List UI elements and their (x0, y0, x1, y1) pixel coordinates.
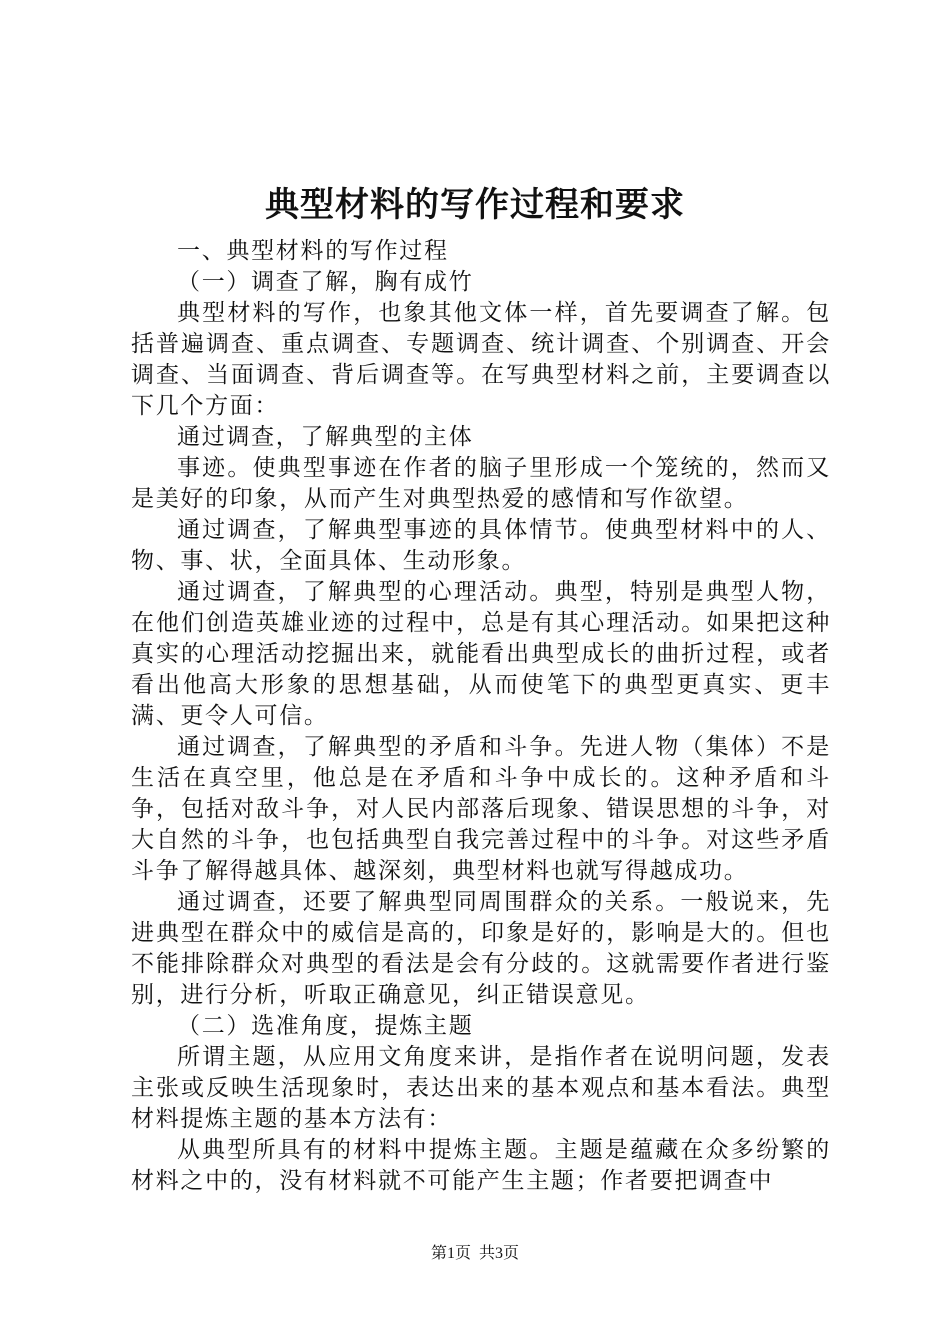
page-footer (0, 1243, 950, 1265)
document-body (131, 236, 831, 1197)
paragraph: 所谓主题，从应用文角度来讲，是指作者在说明问题，发表主张或反映生活现象时，表达出来的基本观点和基本看法。典型材料提炼主题的基本方法有： (131, 1044, 831, 1132)
subsection-heading: （一）调查了解，胸有成竹 (177, 269, 474, 295)
paragraph: 典型材料的写作，也象其他文体一样，首先要调查了解。包括普遍调查、重点调查、专题调查、统计调查、个别调查、开会调查、当面调查、背后调查等。在写典型材料之前，主要调查以下几个方面： (131, 300, 831, 419)
paragraph: 通过调查，还要了解典型同周围群众的关系。一般说来，先进典型在群众中的威信是高的，印象是好的，影响是大的。但也不能排除群众对典型的看法是会有分歧的。这就需要作者进行鉴别，进行分析，听取正确意见，纠正错误意见。 (131, 889, 831, 1008)
paragraph: 通过调查，了解典型的矛盾和斗争。先进人物（集体）不是生活在真空里，他总是在矛盾和斗争中成长的。这种矛盾和斗争，包括对敌斗争，对人民内部落后现象、错误思想的斗争，对大自然的斗争，也包括典型自我完善过程中的斗争。对这些矛盾斗争了解得越具体、越深刻，典型材料也就写得越成功。 (131, 734, 831, 884)
page-total: 共3页 (479, 1245, 520, 1262)
paragraph: 从典型所具有的材料中提炼主题。主题是蕴藏在众多纷繁的材料之中的，没有材料就不可能产生主题；作者要把调查中 (131, 1137, 831, 1194)
section-heading: 一、典型材料的写作过程 (177, 238, 449, 264)
paragraph: 通过调查，了解典型事迹的具体情节。使典型材料中的人、物、事、状，全面具体、生动形象。 (131, 517, 831, 574)
page-number: 第1页 (430, 1245, 471, 1262)
paragraph: 事迹。使典型事迹在作者的脑子里形成一个笼统的，然而又是美好的印象，从而产生对典型热爱的感情和写作欲望。 (131, 455, 831, 512)
paragraph: 通过调查，了解典型的心理活动。典型，特别是典型人物，在他们创造英雄业迹的过程中，总是有其心理活动。如果把这种真实的心理活动挖掘出来，就能看出典型成长的曲折过程，或者看出他高大形象的思想基础，从而使笔下的典型更真实、更丰满、更令人可信。 (131, 579, 831, 729)
paragraph: 通过调查，了解典型的主体 (177, 424, 474, 450)
document-title: 典型材料的写作过程和要求 (265, 185, 685, 225)
subsection-heading: （二）选准角度，提炼主题 (177, 1013, 474, 1039)
